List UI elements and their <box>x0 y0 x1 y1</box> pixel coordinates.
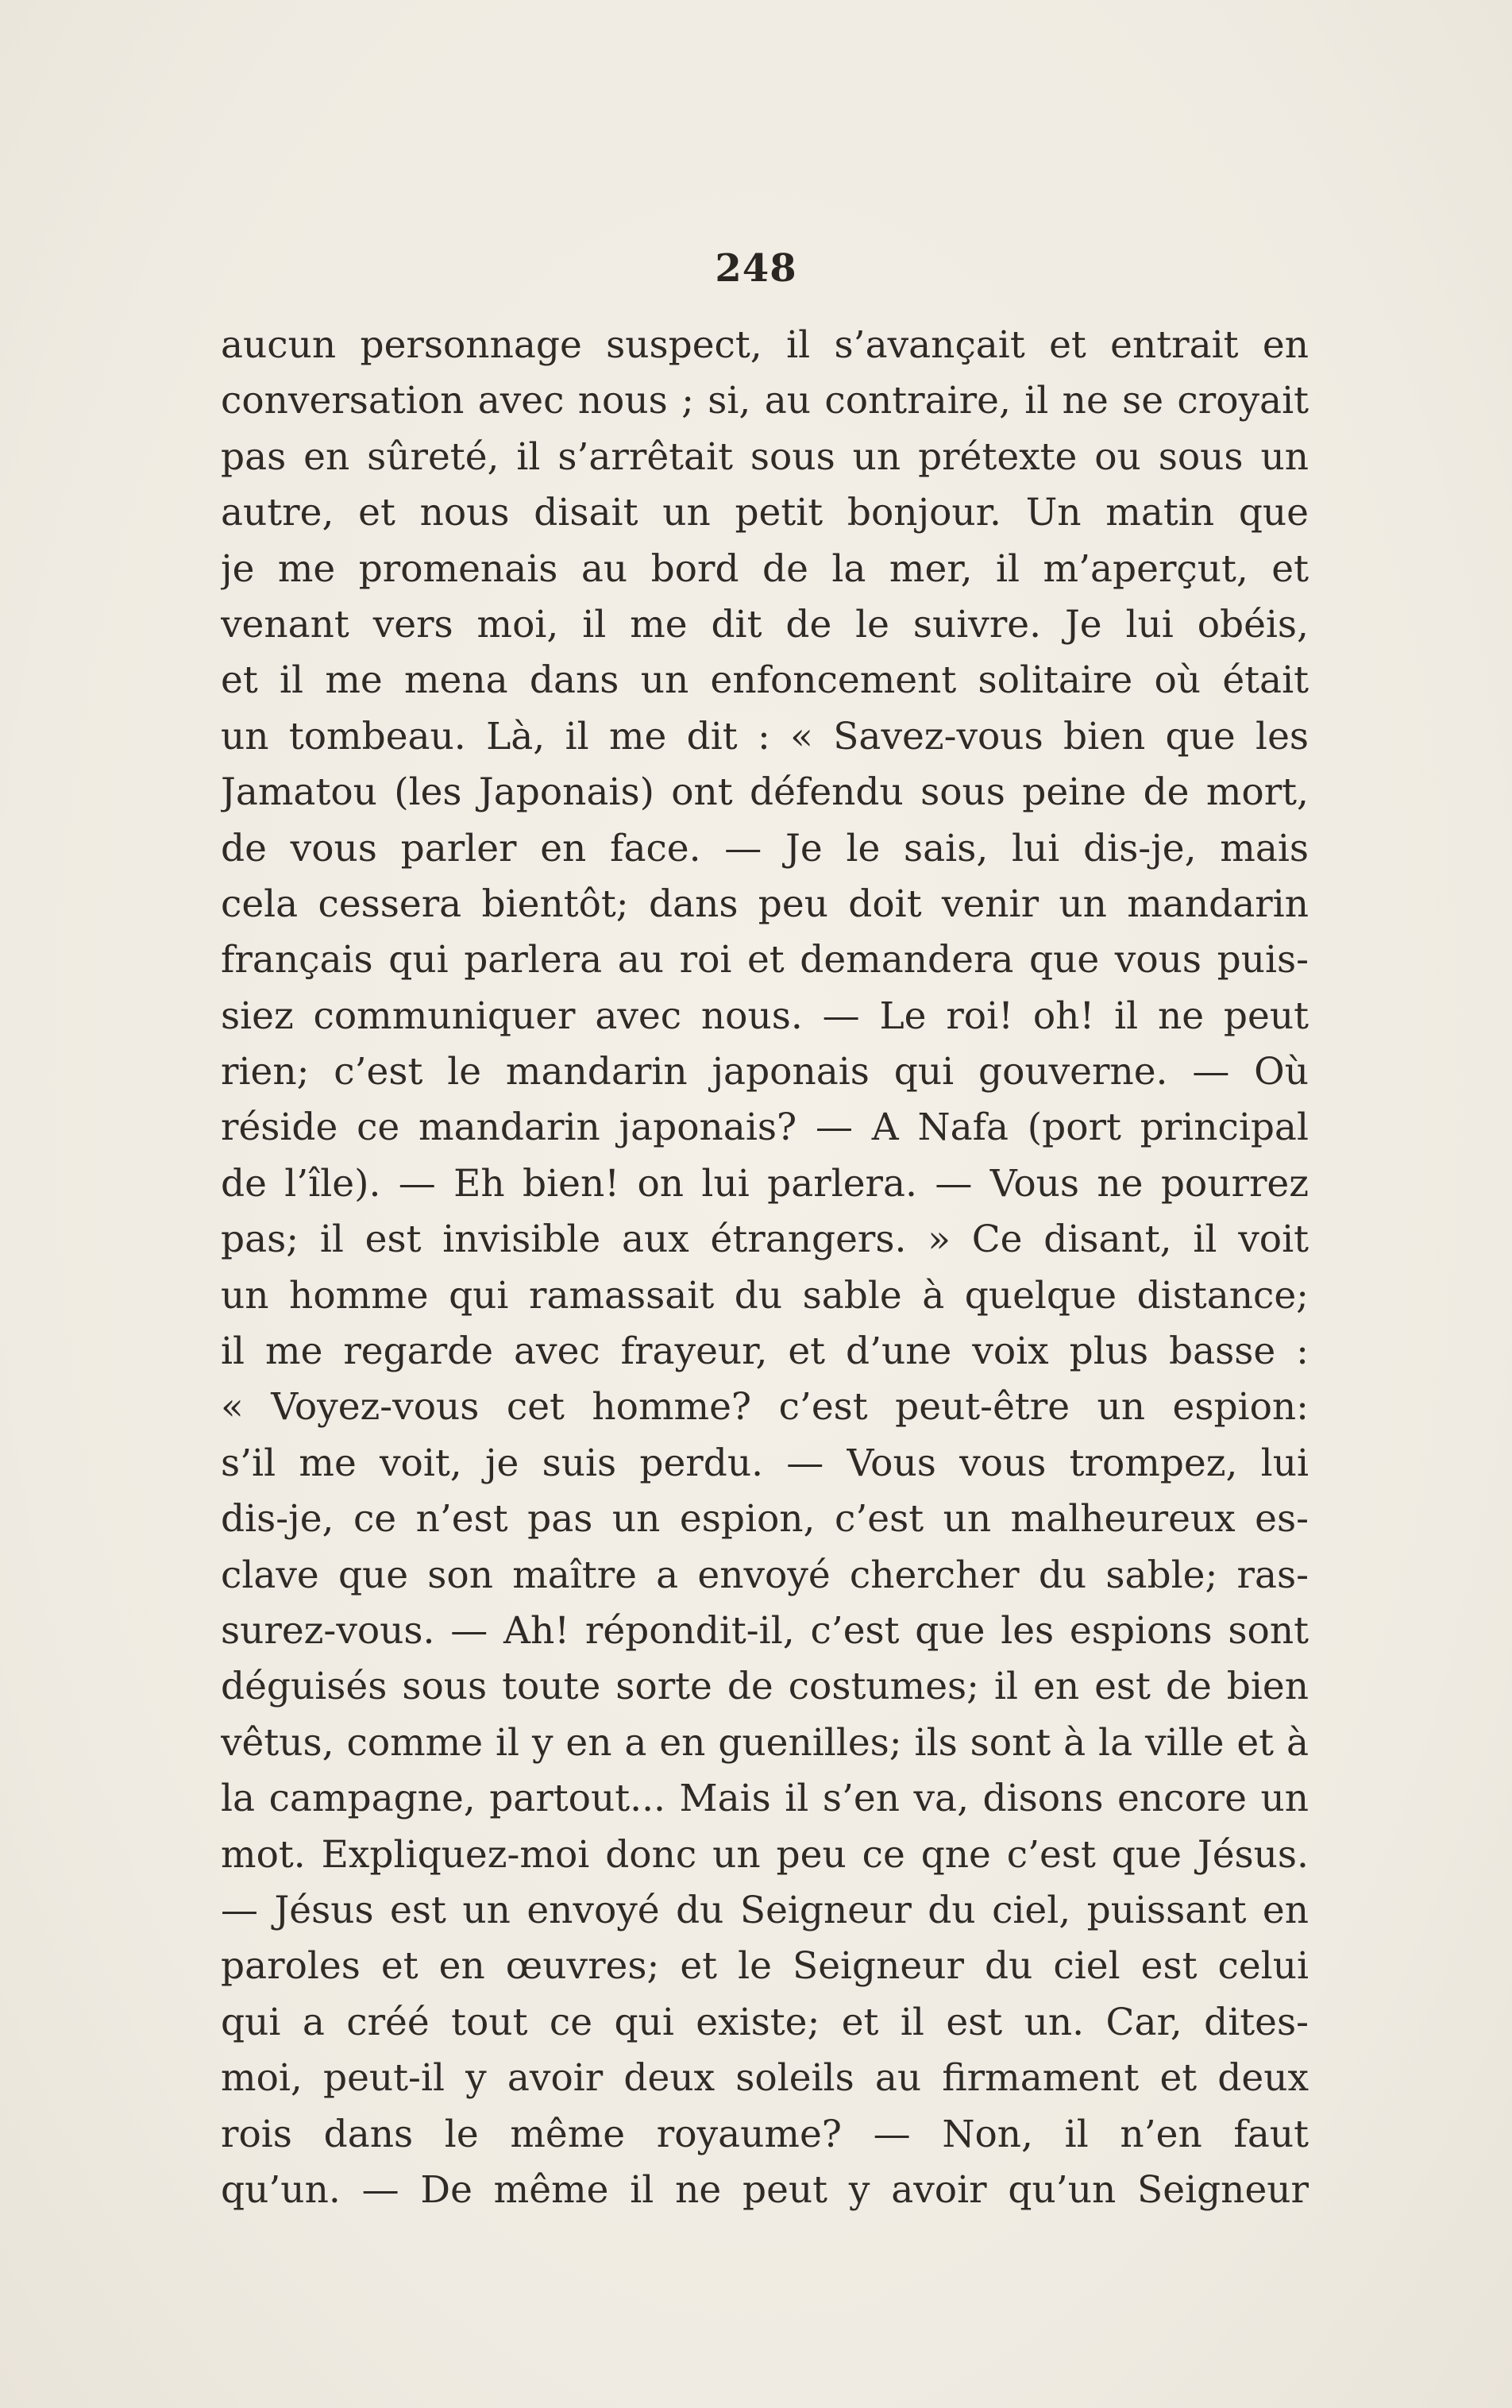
text-line: qu’un. — De même il ne peut y avoir qu’un Seigneur <box>221 2167 1309 2212</box>
body-text <box>221 318 1309 2218</box>
text-line: autre, et nous disait un petit bonjour. Un matin que <box>221 491 1309 535</box>
text-line: aucun personnage suspect, il s’avançait et entrait en <box>221 323 1309 367</box>
text-line: surez-vous. — Ah! répondit-il, c’est que les espions sont <box>221 1608 1309 1653</box>
text-line: conversation avec nous ; si, au contraire, il ne se croyait <box>221 379 1309 423</box>
text-line: mot. Expliquez-moi donc un peu ce qne c’est que Jésus. <box>221 1832 1309 1877</box>
text-line: de l’île). — Eh bien! on lui parlera. — Vous ne pourrez <box>221 1161 1309 1206</box>
text-line: un homme qui ramassait du sable à quelque distance; <box>221 1273 1309 1318</box>
text-line: un tombeau. Là, il me dit : « Savez-vous bien que les <box>221 714 1309 758</box>
text-line: moi, peut-il y avoir deux soleils au firmament et deux <box>221 2056 1309 2101</box>
text-line: pas en sûreté, il s’arrêtait sous un prétexte ou sous un <box>221 434 1309 479</box>
text-line: rien; c’est le mandarin japonais qui gouverne. — Où <box>221 1050 1309 1094</box>
text-line: la campagne, partout... Mais il s’en va, disons encore un <box>221 1777 1309 1821</box>
text-line: de vous parler en face. — Je le sais, lui dis-je, mais <box>221 826 1309 870</box>
text-line: je me promenais au bord de la mer, il m’aperçut, et <box>221 546 1309 591</box>
text-line: qui a créé tout ce qui existe; et il est un. Car, dites- <box>221 2000 1309 2044</box>
text-line: réside ce mandarin japonais? — A Nafa (port principal <box>221 1106 1309 1150</box>
text-line: venant vers moi, il me dit de le suivre. Je lui obéis, <box>221 602 1309 646</box>
page-number: 248 <box>715 246 797 291</box>
text-line: déguisés sous toute sorte de costumes; il en est de bien <box>221 1665 1309 1709</box>
text-line: clave que son maître a envoyé chercher du sable; ras- <box>221 1553 1309 1597</box>
text-line: siez communiquer avec nous. — Le roi! oh! il ne peut <box>221 994 1309 1038</box>
text-line: il me regarde avec frayeur, et d’une voix plus basse : <box>221 1329 1309 1374</box>
text-line: rois dans le même royaume? — Non, il n’en faut <box>221 2112 1309 2156</box>
text-line: — Jésus est un envoyé du Seigneur du ciel, puissant en <box>221 1888 1309 1932</box>
text-line: cela cessera bientôt; dans peu doit venir un mandarin <box>221 882 1309 926</box>
text-line: s’il me voit, je suis perdu. — Vous vous trompez, lui <box>221 1441 1309 1485</box>
text-line: pas; il est invisible aux étrangers. » Ce disant, il voit <box>221 1218 1309 1262</box>
text-line: paroles et en œuvres; et le Seigneur du ciel est celui <box>221 1944 1309 1989</box>
text-line: Jamatou (les Japonais) ont défendu sous peine de mort, <box>221 770 1309 815</box>
text-line: vêtus, comme il y en a en guenilles; ils sont à la ville et à <box>221 1720 1309 1765</box>
text-line: dis-je, ce n’est pas un espion, c’est un malheureux es- <box>221 1497 1309 1542</box>
text-line: et il me mena dans un enfoncement solitaire où était <box>221 658 1309 703</box>
text-line: « Voyez-vous cet homme? c’est peut-être un espion: <box>221 1385 1309 1430</box>
text-line: français qui parlera au roi et demandera que vous puis- <box>221 938 1309 982</box>
